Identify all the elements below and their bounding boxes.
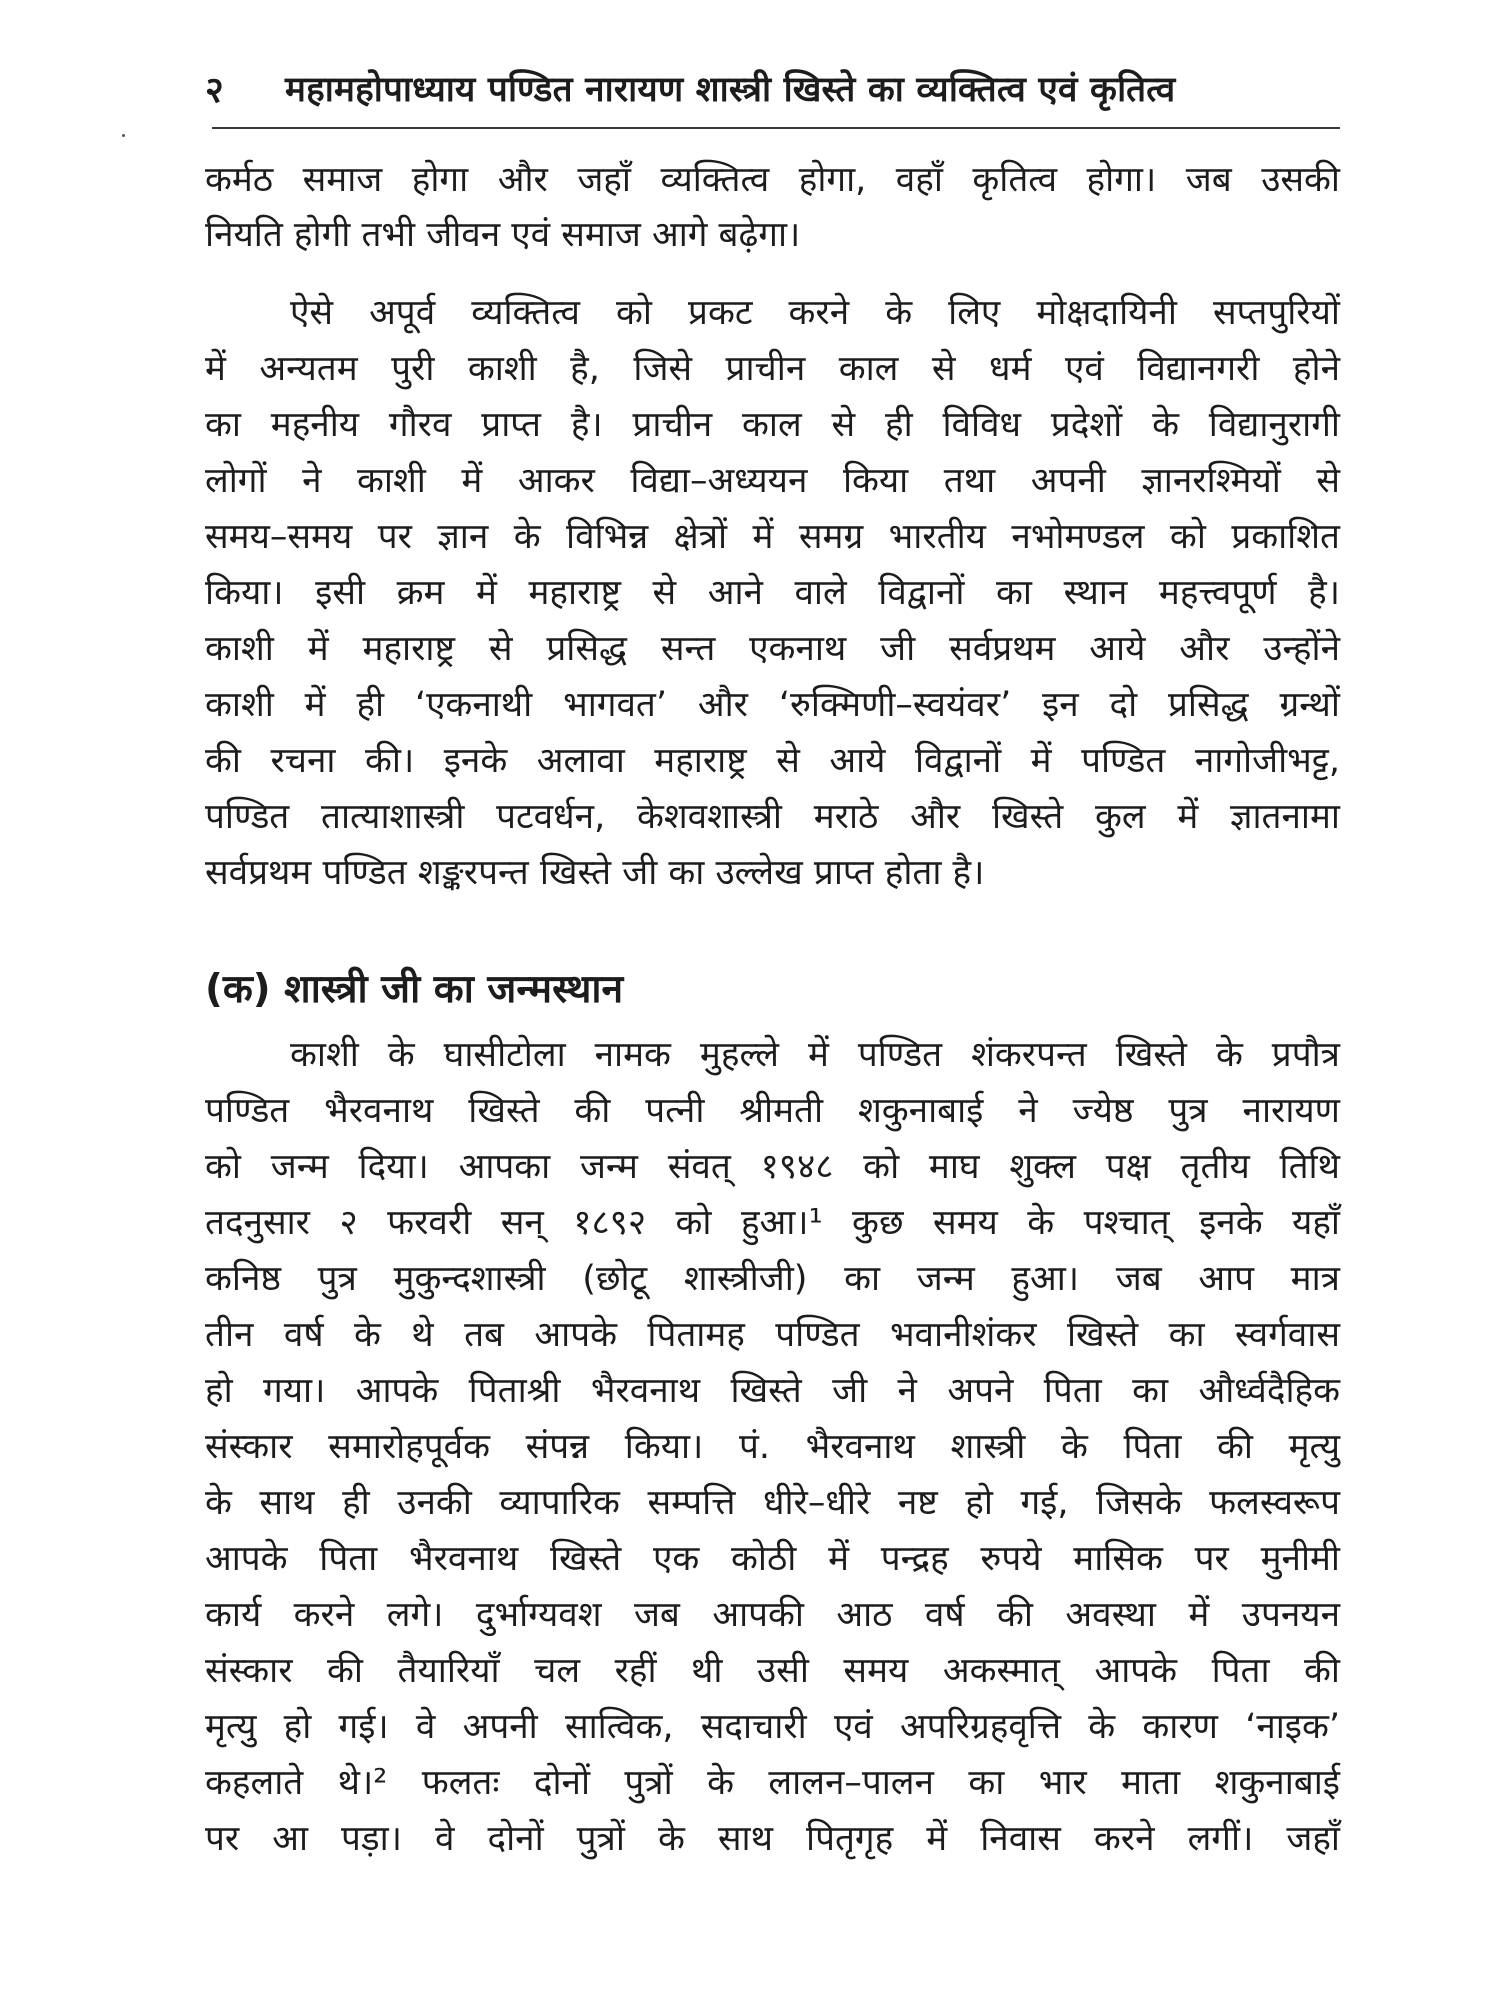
body-line: की रचना की। इनके अलावा महाराष्ट्र से आये विद्वानों में पण्डित नागोजीभट्ट, bbox=[205, 741, 1340, 781]
body-line: कहलाते थे।² फलतः दोनों पुत्रों के लालन–पालन का भार माता शकुनाबाई bbox=[205, 1763, 1340, 1803]
body-line: कनिष्ठ पुत्र मुकुन्दशास्त्री (छोटू शास्त्रीजी) का जन्म हुआ। जब आप मात्र bbox=[205, 1259, 1340, 1299]
body-line: कर्मठ समाज होगा और जहाँ व्यक्तित्व होगा, वहाँ कृतित्व होगा। जब उसकी bbox=[205, 160, 1340, 200]
body-line: काशी के घासीटोला नामक मुहल्ले में पण्डित शंकरपन्त खिस्ते के प्रपौत्र bbox=[290, 1035, 1340, 1075]
body-line: मृत्यु हो गई। वे अपनी सात्विक, सदाचारी एवं अपरिग्रहवृत्ति के कारण ‘नाइक’ bbox=[205, 1707, 1340, 1747]
section-heading: (क) शास्त्री जी का जन्मस्थान bbox=[205, 967, 624, 1012]
page-header bbox=[205, 58, 1345, 118]
body-line: सर्वप्रथम पण्डित शङ्करपन्त खिस्ते जी का उल्लेख प्राप्त होता है। bbox=[205, 853, 985, 893]
body-line: आपके पिता भैरवनाथ खिस्ते एक कोठी में पन्द्रह रुपये मासिक पर मुनीमी bbox=[205, 1539, 1340, 1579]
body-line: नियति होगी तभी जीवन एवं समाज आगे बढ़ेगा। bbox=[205, 215, 801, 255]
body-line: संस्कार समारोहपूर्वक संपन्न किया। पं. भैरवनाथ शास्त्री के पिता की मृत्यु bbox=[205, 1427, 1340, 1467]
body-line: पण्डित तात्याशास्त्री पटवर्धन, केशवशास्त्री मराठे और खिस्ते कुल में ज्ञातनामा bbox=[205, 797, 1340, 837]
body-line: काशी में महाराष्ट्र से प्रसिद्ध सन्त एकनाथ जी सर्वप्रथम आये और उन्होंने bbox=[205, 629, 1340, 669]
body-line: को जन्म दिया। आपका जन्म संवत् १९४८ को माघ शुक्ल पक्ष तृतीय तिथि bbox=[205, 1147, 1340, 1187]
body-line: हो गया। आपके पिताश्री भैरवनाथ खिस्ते जी ने अपने पिता का और्ध्वदैहिक bbox=[205, 1371, 1340, 1411]
body-line: संस्कार की तैयारियाँ चल रहीं थी उसी समय अकस्मात् आपके पिता की bbox=[205, 1651, 1340, 1691]
body-line: किया। इसी क्रम में महाराष्ट्र से आने वाले विद्वानों का स्थान महत्त्वपूर्ण है। bbox=[205, 573, 1340, 613]
body-line: कार्य करने लगे। दुर्भाग्यवश जब आपकी आठ वर्ष की अवस्था में उपनयन bbox=[205, 1595, 1340, 1635]
scan-speck bbox=[122, 134, 125, 137]
page-number: २ bbox=[205, 69, 224, 111]
body-line: समय–समय पर ज्ञान के विभिन्न क्षेत्रों में समग्र भारतीय नभोमण्डल को प्रकाशित bbox=[205, 517, 1340, 557]
header-rule bbox=[212, 127, 1340, 129]
body-line: में अन्यतम पुरी काशी है, जिसे प्राचीन काल से धर्म एवं विद्यानगरी होने bbox=[205, 349, 1340, 389]
body-line: पण्डित भैरवनाथ खिस्ते की पत्नी श्रीमती शकुनाबाई ने ज्येष्ठ पुत्र नारायण bbox=[205, 1091, 1340, 1131]
running-head: महामहोपाध्याय पण्डित नारायण शास्त्री खिस्ते का व्यक्तित्व एवं कृतित्व bbox=[285, 69, 1176, 110]
body-line: का महनीय गौरव प्राप्त है। प्राचीन काल से ही विविध प्रदेशों के विद्यानुरागी bbox=[205, 405, 1340, 445]
body-line: तीन वर्ष के थे तब आपके पितामह पण्डित भवानीशंकर खिस्ते का स्वर्गवास bbox=[205, 1315, 1340, 1355]
body-line: तदनुसार २ फरवरी सन् १८९२ को हुआ।¹ कुछ समय के पश्चात् इनके यहाँ bbox=[205, 1203, 1340, 1243]
body-line: काशी में ही ‘एकनाथी भागवत’ और ‘रुक्मिणी–स्वयंवर’ इन दो प्रसिद्ध ग्रन्थों bbox=[205, 685, 1340, 725]
body-line: ऐसे अपूर्व व्यक्तित्व को प्रकट करने के लिए मोक्षदायिनी सप्तपुरियों bbox=[290, 293, 1340, 333]
body-line: पर आ पड़ा। वे दोनों पुत्रों के साथ पितृगृह में निवास करने लगीं। जहाँ bbox=[205, 1819, 1340, 1859]
body-line: के साथ ही उनकी व्यापारिक सम्पत्ति धीरे–धीरे नष्ट हो गई, जिसके फलस्वरूप bbox=[205, 1483, 1340, 1523]
body-line: लोगों ने काशी में आकर विद्या–अध्ययन किया तथा अपनी ज्ञानरश्मियों से bbox=[205, 461, 1340, 501]
